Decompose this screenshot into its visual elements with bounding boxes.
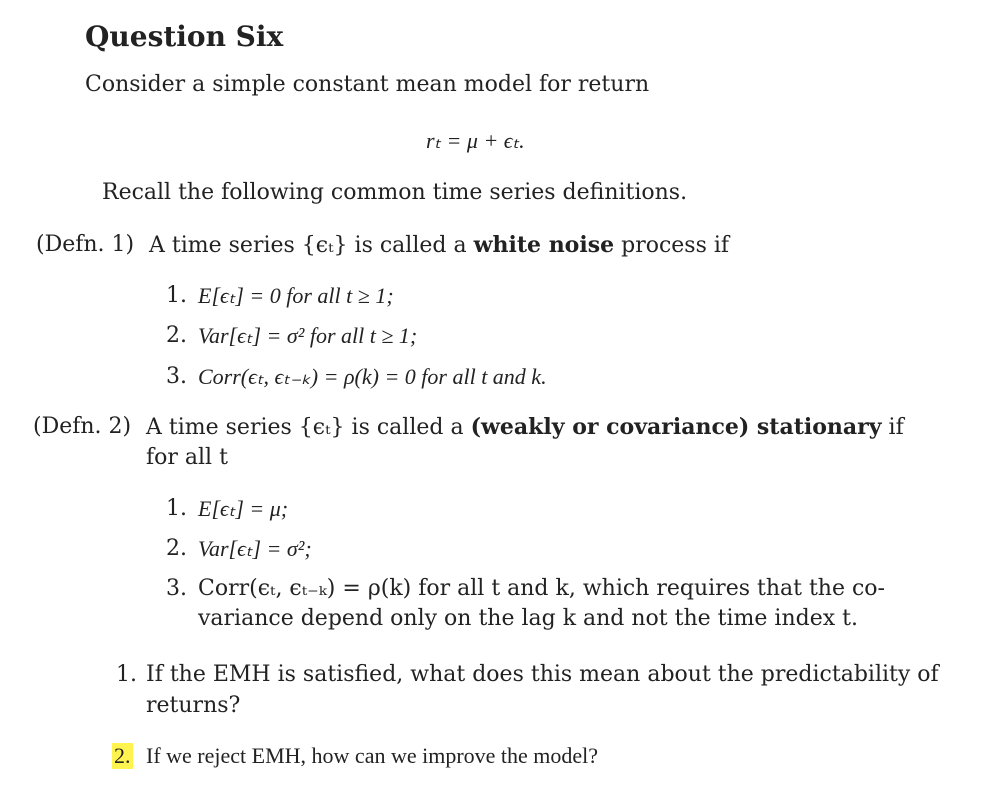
defn-2-text-after: if [888,415,904,440]
question-2-text: If we reject EMH, how can we improve the model? [146,743,599,768]
intro-text: Consider a simple constant mean model for return [85,72,650,97]
defn-1-item-2-text: Var[ϵₜ] = σ² for all t ≥ 1; [198,323,418,348]
defn-2-item-1-text: E[ϵₜ] = μ; [198,496,289,521]
defn-1-item-3-num: 3. [166,364,187,389]
defn-2-item-1-num: 1. [166,496,187,521]
defn-1-text-after: process if [621,233,730,258]
defn-1-bold-term: white noise [473,232,615,258]
question-1-text: If the EMH is satisfied, what does this mean about the predictability of [146,662,939,687]
defn-1-item-1-num: 1. [166,283,187,308]
model-equation: rₜ = μ + ϵₜ. [426,128,525,153]
defn-1-text-before: A time series {ϵₜ} is called a [149,233,467,258]
defn-2-item-3-text: Corr(ϵₜ, ϵₜ₋ₖ) = ρ(k) for all t and k, which requires that the co- [198,576,885,601]
defn-2-bold-term: (weakly or covariance) stationary [470,414,882,440]
defn-2-text [146,414,904,440]
defn-2-item-2-num: 2. [166,536,187,561]
defn-2-item-3-cont: variance depend only on the lag k and not the time index t. [198,606,858,631]
defn-1-item-1-text: E[ϵₜ] = 0 for all t ≥ 1; [198,283,394,308]
question-title: Question Six [85,20,284,53]
defn-2-label: (Defn. 2) [33,414,132,439]
question-1-num: 1. [116,662,137,687]
defn-2-text-before: A time series {ϵₜ} is called a [146,415,464,440]
recall-text: Recall the following common time series definitions. [102,180,688,205]
defn-1-item-2-num: 2. [166,323,187,348]
defn-2-line-2: for all t [146,445,228,470]
defn-2-item-2-text: Var[ϵₜ] = σ²; [198,536,312,561]
defn-2-item-3-num: 3. [166,576,187,601]
defn-1-label: (Defn. 1) [36,232,135,257]
defn-1-item-3-text: Corr(ϵₜ, ϵₜ₋ₖ) = ρ(k) = 0 for all t and k. [198,364,547,389]
defn-1-text [149,232,729,258]
question-2-num-highlighted: 2. [114,743,131,768]
question-1-cont: returns? [146,693,241,718]
